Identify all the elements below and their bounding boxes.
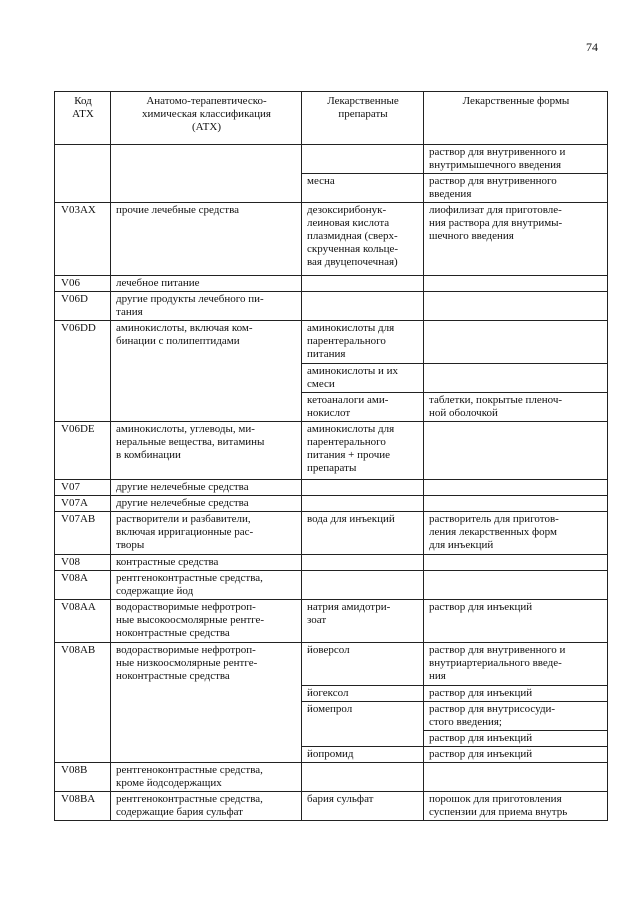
drug-cell bbox=[302, 276, 424, 292]
drug-cell: аминокислоты и их смеси bbox=[302, 364, 424, 393]
class-cell: рентгеноконтрастные средства, кроме йодсодержащих bbox=[111, 763, 302, 792]
class-cell: растворители и разбавители, включая ирригационные рас- творы bbox=[111, 512, 302, 555]
drug-cell: йогексол bbox=[302, 686, 424, 702]
form-cell: раствор для инъекций bbox=[424, 686, 608, 702]
class-cell: лечебное питание bbox=[111, 276, 302, 292]
code-cell: V07A bbox=[55, 496, 111, 512]
form-cell bbox=[424, 555, 608, 571]
form-cell: раствор для инъекций bbox=[424, 731, 608, 747]
code-cell bbox=[55, 145, 111, 203]
class-cell: аминокислоты, включая ком- бинации с полипептидами bbox=[111, 321, 302, 422]
class-cell: прочие лечебные средства bbox=[111, 203, 302, 276]
drug-cell: аминокислоты для парентерального питания bbox=[302, 321, 424, 364]
table-row bbox=[55, 145, 608, 174]
drug-cell: месна bbox=[302, 174, 424, 203]
drug-cell: дезоксирибонук- леиновая кислота плазмидная (сверх- скрученная кольце- вая двуцепочечная) bbox=[302, 203, 424, 276]
code-cell: V03AX bbox=[55, 203, 111, 276]
page-number: 74 bbox=[586, 40, 598, 54]
class-cell: контрастные средства bbox=[111, 555, 302, 571]
code-cell: V08BA bbox=[55, 792, 111, 821]
class-cell: рентгеноконтрастные средства, содержащие бария сульфат bbox=[111, 792, 302, 821]
header-code: Код АТХ bbox=[55, 92, 111, 145]
drug-cell: аминокислоты для парентерального питания + прочие препараты bbox=[302, 422, 424, 480]
class-cell: аминокислоты, углеводы, ми- неральные вещества, витамины в комбинации bbox=[111, 422, 302, 480]
form-cell bbox=[424, 276, 608, 292]
code-cell: V08AA bbox=[55, 600, 111, 643]
drug-cell: йомепрол bbox=[302, 702, 424, 747]
drug-cell: вода для инъекций bbox=[302, 512, 424, 555]
code-cell: V08B bbox=[55, 763, 111, 792]
table-row bbox=[55, 276, 608, 292]
table-row bbox=[55, 292, 608, 321]
form-cell: раствор для внутривенного и внутримышечного введения bbox=[424, 145, 608, 174]
header-classification: Анатомо-терапевтическо- химическая классификация (АТХ) bbox=[111, 92, 302, 145]
code-cell: V08AB bbox=[55, 643, 111, 763]
code-cell: V06DE bbox=[55, 422, 111, 480]
form-cell: раствор для внутривенного введения bbox=[424, 174, 608, 203]
form-cell bbox=[424, 321, 608, 364]
form-cell: порошок для приготовления суспензии для приема внутрь bbox=[424, 792, 608, 821]
class-cell: рентгеноконтрастные средства, содержащие йод bbox=[111, 571, 302, 600]
form-cell bbox=[424, 763, 608, 792]
form-cell bbox=[424, 364, 608, 393]
form-cell bbox=[424, 571, 608, 600]
form-cell: растворитель для приготов- ления лекарственных форм для инъекций bbox=[424, 512, 608, 555]
code-cell: V07 bbox=[55, 480, 111, 496]
form-cell: таблетки, покрытые пленоч- ной оболочкой bbox=[424, 393, 608, 422]
drug-cell bbox=[302, 292, 424, 321]
form-cell bbox=[424, 422, 608, 480]
table-row bbox=[55, 203, 608, 276]
table-row bbox=[55, 496, 608, 512]
drug-cell: натрия амидотри- зоат bbox=[302, 600, 424, 643]
table-row bbox=[55, 480, 608, 496]
class-cell: водорастворимые нефротроп- ные низкоосмолярные рентге- ноконтрастные средства bbox=[111, 643, 302, 763]
class-cell bbox=[111, 145, 302, 203]
table-row bbox=[55, 512, 608, 555]
code-cell: V06D bbox=[55, 292, 111, 321]
header-drugs: Лекарственные препараты bbox=[302, 92, 424, 145]
drug-cell bbox=[302, 480, 424, 496]
code-cell: V06DD bbox=[55, 321, 111, 422]
form-cell bbox=[424, 496, 608, 512]
table-row bbox=[55, 600, 608, 643]
form-cell: раствор для инъекций bbox=[424, 600, 608, 643]
drug-cell: бария сульфат bbox=[302, 792, 424, 821]
code-cell: V08 bbox=[55, 555, 111, 571]
table-row bbox=[55, 555, 608, 571]
drug-cell bbox=[302, 763, 424, 792]
form-cell: раствор для внутрисосуди- стого введения; bbox=[424, 702, 608, 731]
drug-cell bbox=[302, 555, 424, 571]
table-header-row bbox=[55, 92, 608, 145]
drug-cell bbox=[302, 571, 424, 600]
form-cell: раствор для инъекций bbox=[424, 747, 608, 763]
form-cell: лиофилизат для приготовле- ния раствора для внутримы- шечного введения bbox=[424, 203, 608, 276]
table-row bbox=[55, 571, 608, 600]
class-cell: другие продукты лечебного пи- тания bbox=[111, 292, 302, 321]
class-cell: водорастворимые нефротроп- ные высокоосмолярные рентге- ноконтрастные средства bbox=[111, 600, 302, 643]
drug-cell: йоверсол bbox=[302, 643, 424, 686]
form-cell bbox=[424, 292, 608, 321]
form-cell: раствор для внутривенного и внутриартериального введе- ния bbox=[424, 643, 608, 686]
table-row bbox=[55, 422, 608, 480]
code-cell: V06 bbox=[55, 276, 111, 292]
table-row bbox=[55, 321, 608, 364]
drug-cell: кетоаналоги ами- нокислот bbox=[302, 393, 424, 422]
atc-table bbox=[54, 91, 608, 821]
drug-cell bbox=[302, 145, 424, 174]
form-cell bbox=[424, 480, 608, 496]
table-row bbox=[55, 792, 608, 821]
drug-cell bbox=[302, 496, 424, 512]
table-row bbox=[55, 763, 608, 792]
class-cell: другие нелечебные средства bbox=[111, 496, 302, 512]
table-row bbox=[55, 643, 608, 686]
header-forms: Лекарственные формы bbox=[424, 92, 608, 145]
class-cell: другие нелечебные средства bbox=[111, 480, 302, 496]
drug-cell: йопромид bbox=[302, 747, 424, 763]
code-cell: V08A bbox=[55, 571, 111, 600]
code-cell: V07AB bbox=[55, 512, 111, 555]
